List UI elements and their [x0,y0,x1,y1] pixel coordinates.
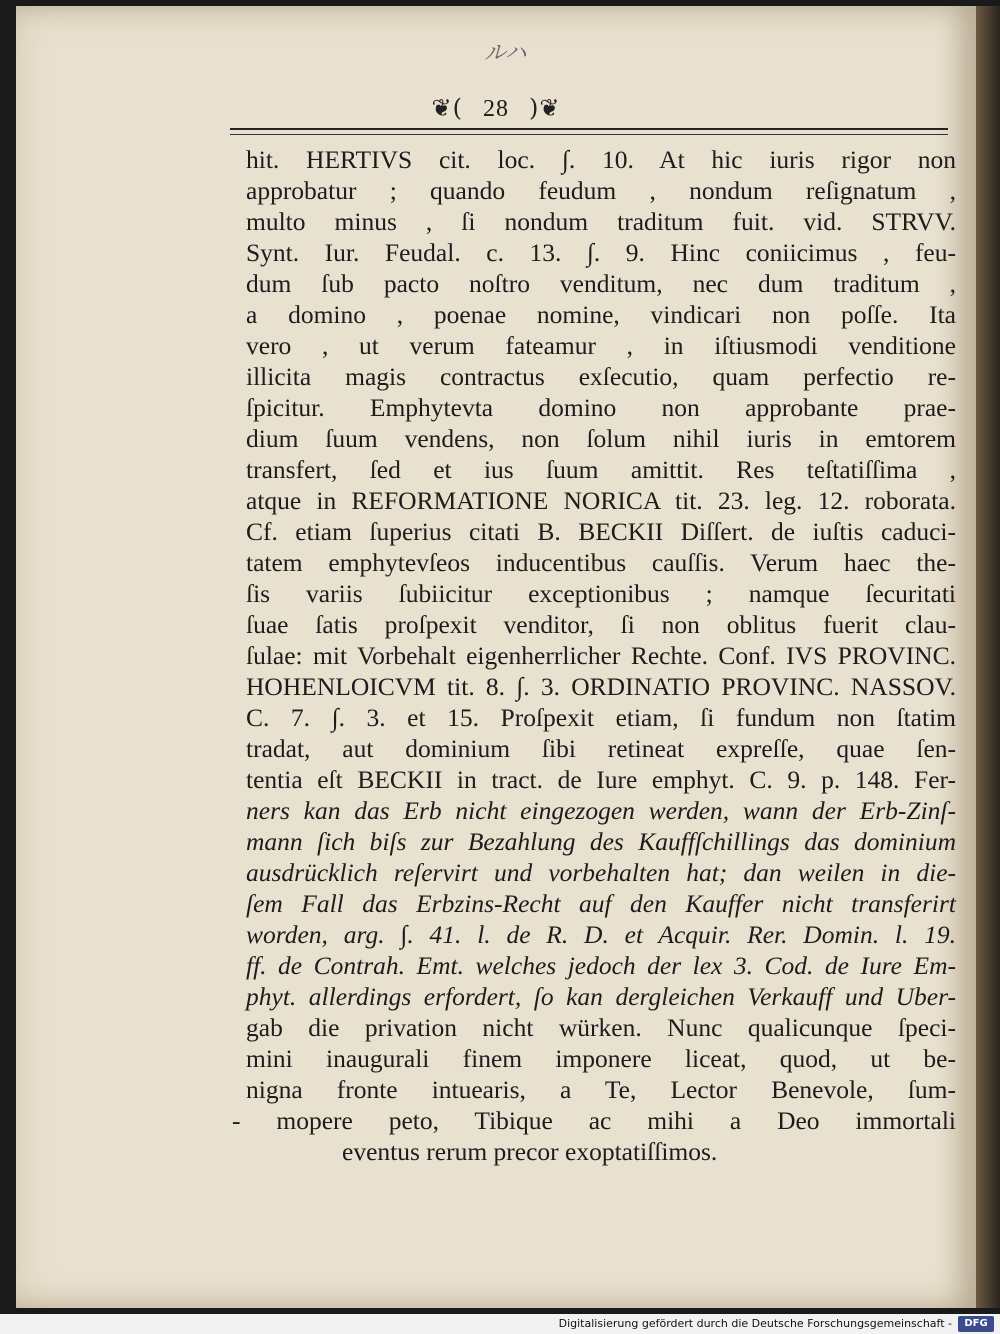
digitization-footer [0,1314,1000,1334]
text-line: ners kan das Erb nicht eingezogen werden, wann der Erb-Zinſ- [246,796,956,825]
text-line: gab die privation nicht würken. Nunc qualicunque ſpeci- [246,1013,956,1042]
text-line: dium ſuum vendens, non ſolum nihil iuris in emtorem [246,424,956,453]
text-line: multo minus , ſi nondum traditum fuit. vid. STRVV. [246,207,956,236]
body-text [232,144,956,1167]
text-line: mann ſich biſs zur Bezahlung des Kauffſchillings das dominium [246,827,956,856]
text-line: ſem Fall das Erbzins-Recht auf den Kauffer nicht transferirt [246,889,956,918]
text-line: worden, arg. ∫. 41. l. de R. D. et Acquir. Rer. Domin. l. 19. [246,920,956,949]
text-line: ſpicitur. Emphytevta domino non approbante prae- [246,393,956,422]
text-line: ſis variis ſubiicitur exceptionibus ; namque ſecuritati [246,579,956,608]
text-line: mini inaugurali finem imponere liceat, quod, ut be- [246,1044,956,1073]
text-line: ff. de Contrah. Emt. welches jedoch der lex 3. Cod. de Iure Em- [246,951,956,980]
text-line: Synt. Iur. Feudal. c. 13. ∫. 9. Hinc coniicimus , feu- [246,238,956,267]
text-line: HOHENLOICVM tit. 8. ∫. 3. ORDINATIO PROVINC. NASSOV. [246,672,956,701]
dfg-logo: DFG [958,1316,994,1332]
page-number: 28 [483,96,509,122]
text-line: approbatur ; quando feudum , nondum reſignatum , [246,176,956,205]
book-spine-edge [976,6,1000,1308]
text-line: atque in REFORMATIONE NORICA tit. 23. leg. 12. roborata. [246,486,956,515]
text-line: vero , ut verum fateamur , in iſtiusmodi venditione [246,331,956,360]
text-line: nigna fronte intuearis, a Te, Lector Benevole, ſum- [246,1075,956,1104]
text-line: ausdrücklich reſervirt und vorbehalten hat; dan weilen in die- [246,858,956,887]
text-line: tradat, aut dominium ſibi retineat expreſſe, quae ſen- [246,734,956,763]
text-line: tentia eſt BECKII in tract. de Iure emphyt. C. 9. p. 148. Fer- [246,765,956,794]
handwritten-note: ルハ [484,41,527,66]
text-line: ſulae: mit Vorbehalt eigenherrlicher Rechte. Conf. IVS PROVINC. [246,641,956,670]
header-rule-thin [230,134,948,135]
text-line-final: eventus rerum precor exoptatiſſimos. [342,1137,718,1166]
text-line: tatem emphytevſeos inducentibus cauſſis. Verum haec the- [246,548,956,577]
header-rule [230,128,948,130]
text-line: phyt. allerdings erfordert, ſo kan dergleichen Verkauff und Uber- [246,982,956,1011]
text-line: a domino , poenae nomine, vindicari non poſſe. Ita [246,300,956,329]
page-header [16,94,976,123]
ornament-right-icon: )❦ [529,94,561,122]
text-line: illicita magis contractus exſecutio, quam perfectio re- [246,362,956,391]
footer-text: Digitalisierung gefördert durch die Deutsche Forschungsgemeinschaft - [558,1317,952,1330]
text-line: dum ſub pacto noſtro venditum, nec dum traditum , [246,269,956,298]
text-line: ſuae ſatis proſpexit venditor, ſi non oblitus fuerit clau- [246,610,956,639]
ornament-left-icon: ❦( [431,94,463,122]
text-line: - mopere peto, Tibique ac mihi a Deo immortali [232,1106,956,1135]
text-line: transfert, ſed et ius ſuum amittit. Res teſtatiſſima , [246,455,956,484]
text-line: hit. HERTIVS cit. loc. ∫. 10. At hic iuris rigor non [246,145,956,174]
text-line: C. 7. ∫. 3. et 15. Proſpexit etiam, ſi fundum non ſtatim [246,703,956,732]
text-line: Cf. etiam ſuperius citati B. BECKII Diſſert. de iuſtis caduci- [246,517,956,546]
